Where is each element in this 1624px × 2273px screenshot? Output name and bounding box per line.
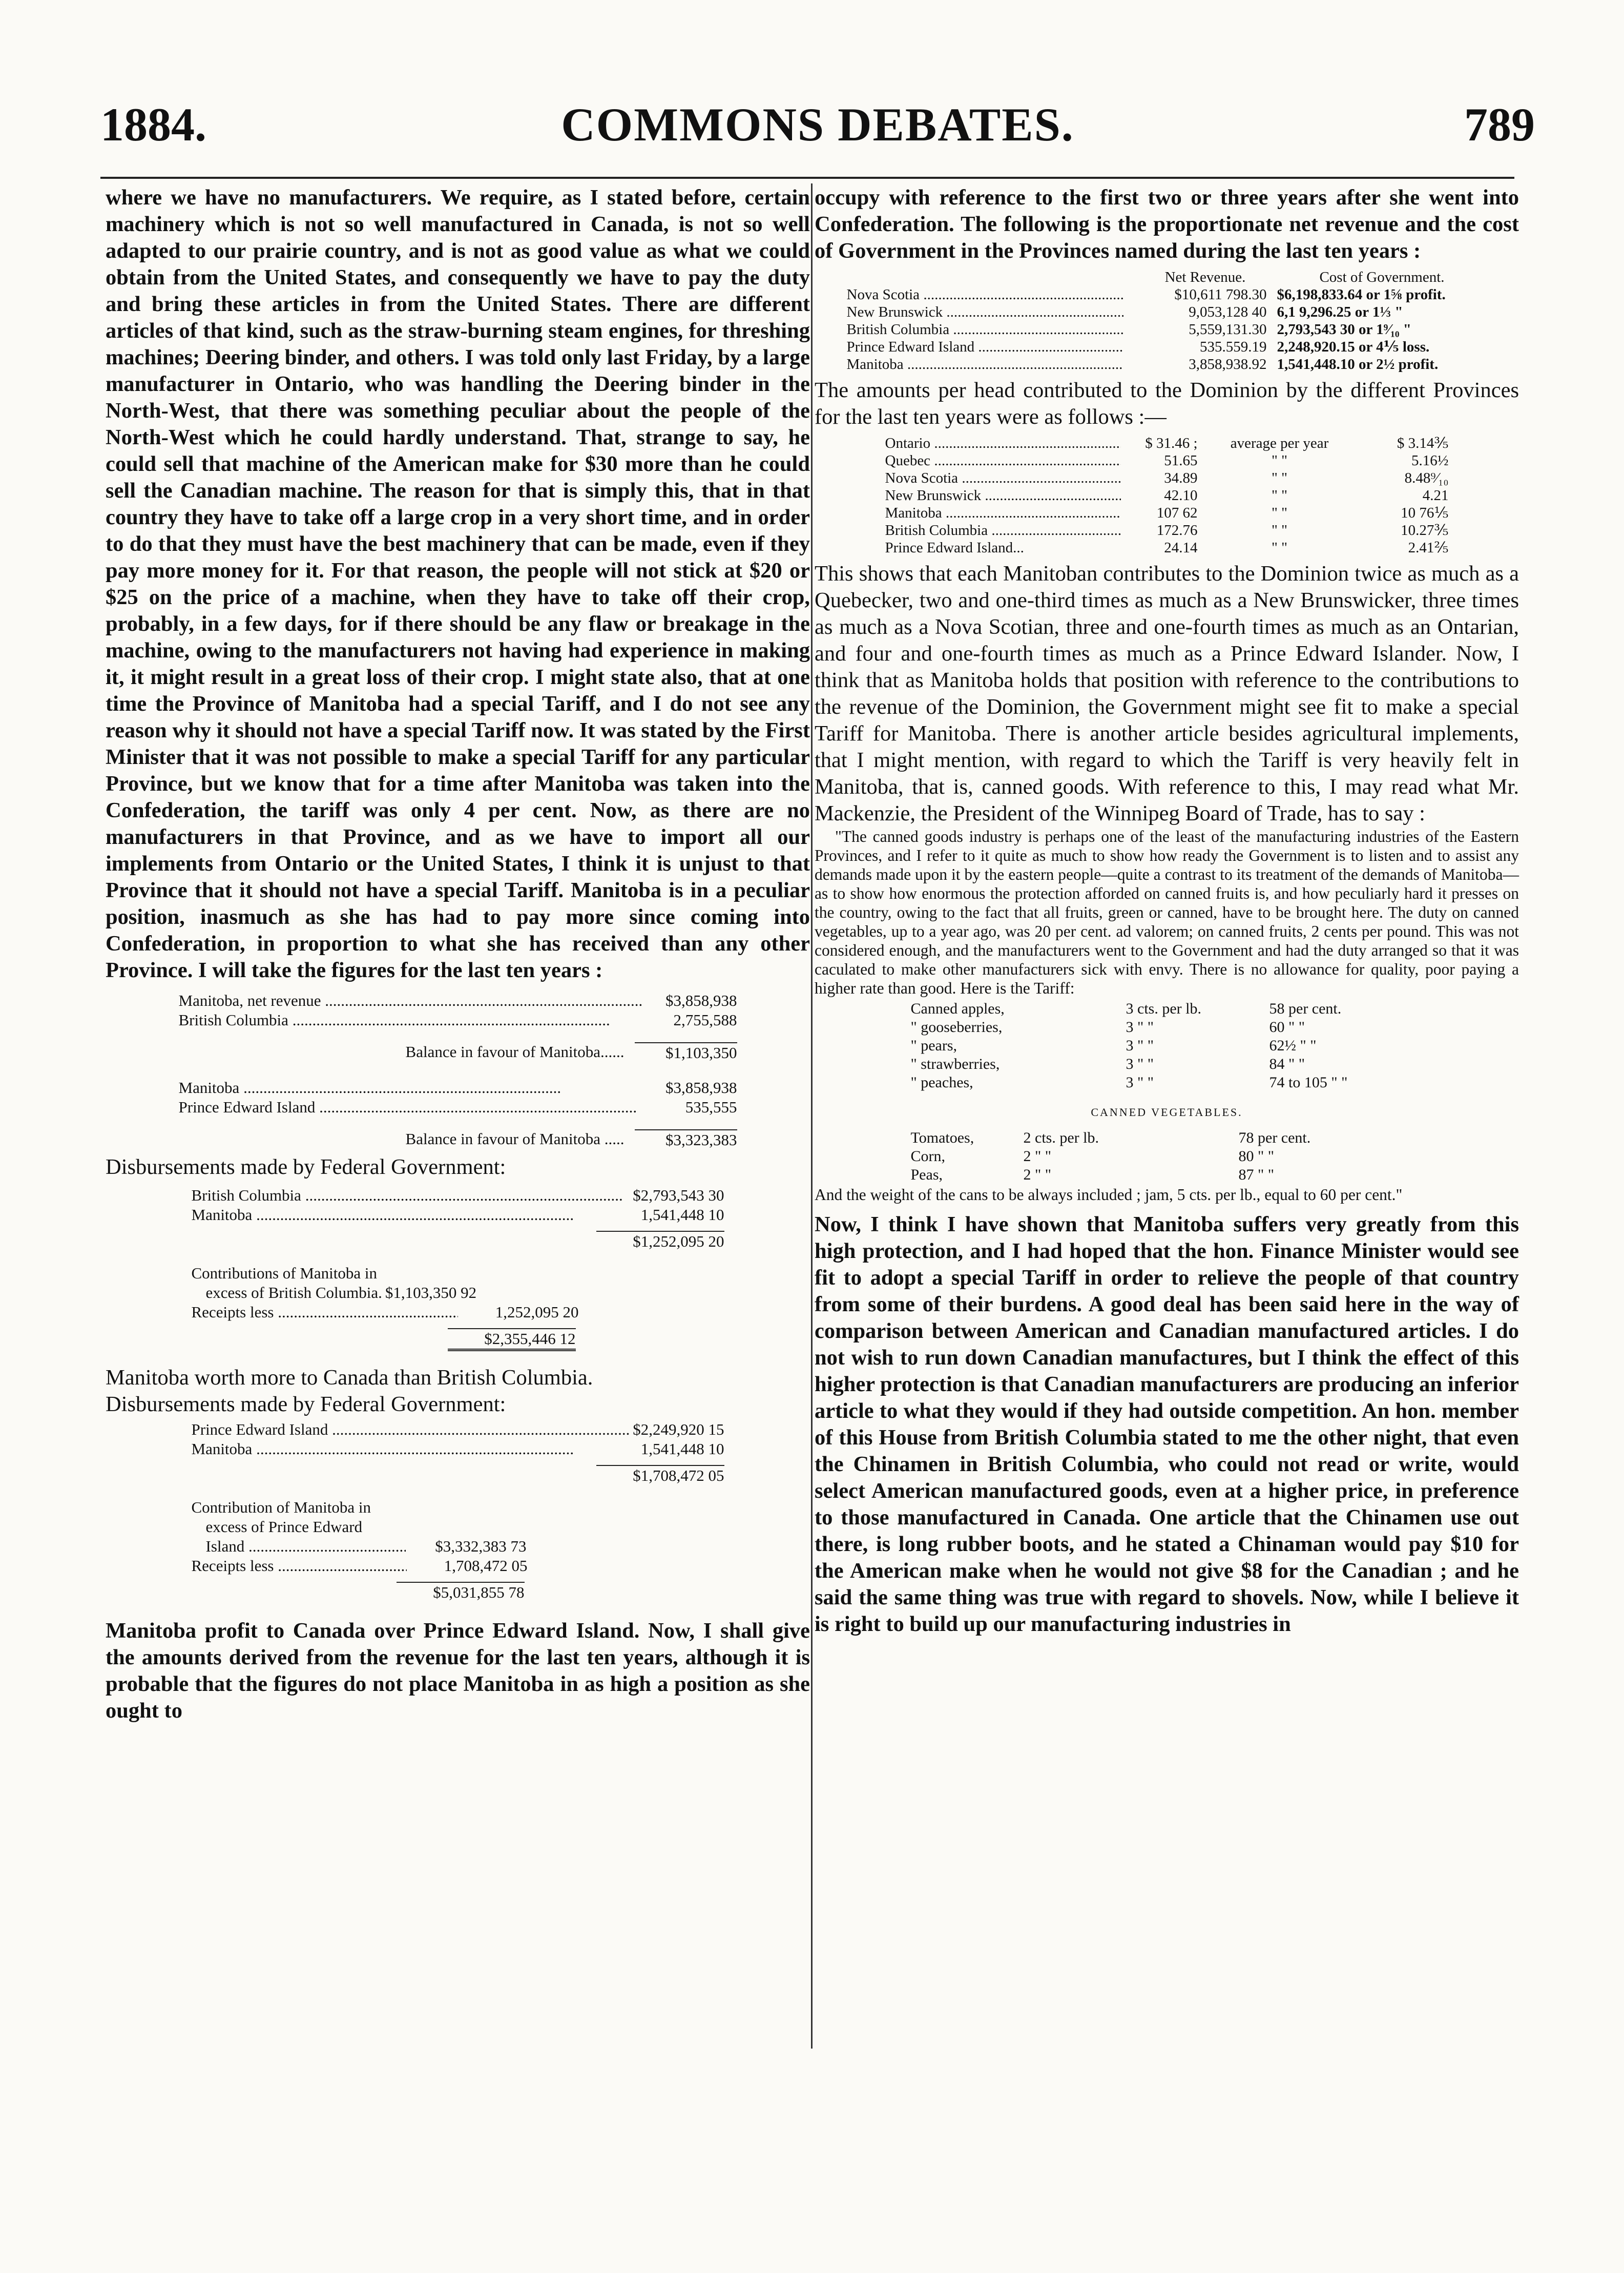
row-rate: 3 " " bbox=[1126, 1074, 1154, 1091]
per-head-table bbox=[885, 435, 1449, 556]
row-total: 34.89 bbox=[1164, 470, 1198, 486]
row-value: 1,252,095 20 bbox=[495, 1303, 579, 1321]
revenue-table-1 bbox=[179, 991, 737, 1063]
table-row bbox=[847, 286, 1487, 303]
row-label: British Columbia ..... bbox=[847, 321, 1123, 338]
row-label: Receipts less ..... bbox=[192, 1556, 407, 1576]
row-label: Nova Scotia ..... bbox=[847, 286, 1123, 303]
contributions-table-2 bbox=[192, 1498, 724, 1602]
row-label: Prince Edward Island ..... bbox=[192, 1420, 630, 1439]
table-row bbox=[911, 1166, 1423, 1184]
table-total-row bbox=[192, 1328, 724, 1351]
table-row bbox=[911, 1037, 1423, 1055]
page-number: 789 bbox=[1464, 98, 1535, 151]
row-average-label: " " bbox=[1272, 487, 1287, 504]
row-label: Prince Edward Island ..... bbox=[179, 1098, 682, 1117]
row-item: " pears, bbox=[910, 1037, 957, 1054]
table-row bbox=[192, 1205, 724, 1225]
row-value: 1,541,448 10 bbox=[640, 1206, 724, 1224]
header-title: COMMONS DEBATES. bbox=[561, 98, 1074, 151]
row-value: $3,332,383 73 bbox=[435, 1537, 527, 1555]
revenue-table-2 bbox=[179, 1078, 737, 1150]
row-value: 2.41⅖ bbox=[1408, 540, 1449, 556]
row-percent: 80 " " bbox=[1238, 1148, 1274, 1165]
table-row bbox=[885, 435, 1449, 452]
right-paragraph-3: This shows that each Manitoban contributes to the Dominion twice as much as a Quebecker, two and one-third times as much as a New Brunswicker, three times as much as a Nova Scotian, three and one-fourth times as much as an Ontarian, and four and one-fourth times as much as a Prince Edward Islander. Now, I think that as Manitoba holds that position with reference to the contributions to the revenue of the Dominion, the Government might see fit to make a special Tariff for Manitoba. There is another article besides agricultural implements, that I might mention, with regard to which the Tariff is very heavily felt in Manitoba, that is, canned goods. With reference to this, I may read what Mr. Mackenzie, the President of the Winnipeg Board of Trade, has to say : bbox=[815, 562, 1519, 825]
table-row bbox=[911, 1147, 1423, 1166]
net-revenue-table bbox=[847, 268, 1487, 373]
row-total: 172.76 bbox=[1156, 522, 1198, 539]
row-label: New Brunswick ..... bbox=[885, 487, 1121, 504]
row-total: 107 62 bbox=[1156, 505, 1198, 521]
table-header bbox=[847, 268, 1487, 286]
row-value: 1,541,448 10 bbox=[640, 1440, 724, 1458]
row-item: Canned apples, bbox=[910, 1000, 1005, 1017]
row-total: 42.10 bbox=[1164, 487, 1198, 504]
row-label: New Brunswick ..... bbox=[847, 303, 1123, 321]
contribution-line: Contributions of Manitoba in bbox=[191, 1264, 378, 1282]
total-label: Balance in favour of Manitoba ..... bbox=[405, 1130, 624, 1148]
row-value: $2,793,543 30 bbox=[633, 1186, 724, 1204]
row-value: $ 3.14⅗ bbox=[1397, 435, 1449, 451]
right-paragraph-4: Now, I think I have shown that Manitoba suffers very greatly from this high protection, and I had hoped that the hon. Finance Minister would see fit to adopt a special Tariff in order to relieve the people of that country from some of their burdens. A good deal has been said here in the way of comparison between American and Canadian manufactured articles. I do not wish to run down Canadian manufactures, but I think the effect of this higher protection is that Canadian manufacturers are producing an inferior article to what they would if they had outside competition. An hon. member of this House from British Columbia stated to me the other night, that even the Chinamen in British Columbia, who could not read or write, would select American manufactured goods, even at a higher price, in preference to those manufactured in Canada. One article that the Chinamen use out there, is long rubber boots, and he stated a Chinaman would pay $10 for the American make when he would not give $8 for the Canadian ; and he said the same thing was true with regard to shovels. Now, while I believe it is right to build up our manufacturing industries in bbox=[815, 1212, 1519, 1636]
total-value: $5,031,855 78 bbox=[397, 1582, 525, 1602]
row-value: $6,198,833.64 or 1⅝ profit. bbox=[1277, 286, 1446, 303]
row-value: $1,103,350 92 bbox=[385, 1284, 477, 1301]
table-total-row bbox=[179, 1129, 737, 1150]
row-label: Manitoba ..... bbox=[885, 504, 1121, 522]
row-average-label: " " bbox=[1272, 522, 1287, 539]
table-row bbox=[192, 1537, 724, 1556]
row-value: 1,541,448.10 or 2½ profit. bbox=[1277, 356, 1439, 373]
canned-vegetables-tariff-table bbox=[911, 1129, 1423, 1184]
total-value: $2,355,446 12 bbox=[448, 1328, 576, 1351]
right-paragraph-1: occupy with reference to the first two or three years after she went into Confederation. The following is the proportionate net revenue and the cost of Government in the Provinces named during the last ten years : bbox=[815, 185, 1519, 263]
table-row bbox=[911, 1129, 1423, 1147]
total-value: $3,323,383 bbox=[635, 1129, 737, 1150]
canned-vegetables-heading: CANNED VEGETABLES. bbox=[1091, 1106, 1243, 1119]
table-row bbox=[885, 469, 1449, 487]
row-label: Prince Edward Island... bbox=[885, 540, 1024, 556]
row-value: $3,858,938 bbox=[665, 1079, 737, 1097]
disbursements-heading-1: Disbursements made by Federal Government: bbox=[106, 1155, 506, 1179]
contribution-line: excess of Prince Edward bbox=[205, 1518, 363, 1536]
table-row bbox=[885, 522, 1449, 539]
row-value: 9,053,128 40 bbox=[1189, 304, 1267, 320]
row-value: $10,611 798.30 bbox=[1174, 286, 1267, 303]
table-row bbox=[192, 1439, 724, 1459]
table-row bbox=[885, 504, 1449, 522]
row-label: Manitoba ..... bbox=[192, 1205, 638, 1225]
row-value: 5.16½ bbox=[1411, 452, 1449, 469]
table-total-row bbox=[192, 1231, 724, 1251]
column-header: Cost of Government. bbox=[1319, 269, 1445, 285]
table-row bbox=[847, 321, 1487, 338]
total-value: $1,103,350 bbox=[635, 1042, 737, 1063]
row-label: Island ..... bbox=[206, 1537, 406, 1556]
table-row bbox=[179, 991, 737, 1010]
row-value: 2,755,588 bbox=[673, 1011, 737, 1029]
table-row bbox=[192, 1556, 724, 1576]
right-column bbox=[815, 184, 1519, 1638]
total-value: $1,252,095 20 bbox=[596, 1231, 724, 1251]
table-row bbox=[847, 338, 1487, 356]
row-value: 8.48⁹⁄₁₀ bbox=[1404, 470, 1449, 486]
row-rate: 3 " " bbox=[1126, 1037, 1154, 1054]
table-row bbox=[911, 1073, 1423, 1092]
board-of-trade-quote: "The canned goods industry is perhaps one of the least of the manufacturing industries of the Eastern Provinces, and I refer to it quite as much to show how ready the Government is to listen and to assist any demands made upon it by the eastern people—quite a contrast to its treatment of the demands of Manitoba—as to show how enormous the protection afforded on canned fruits is, and how peculiarly hard it presses on the country, owing to the fact that all fruits, green or canned, have to be brought here. The duty on canned vegetables, up to a year ago, was 20 per cent. ad valorem; on canned fruits, 2 cents per pound. This was not considered enough, and the manufacturers went to the Government and had the duty arranged so that it was caculated to make other manufacturers sick with envy. There is no allowance for quality, poor paying a higher rate than good. Here is the Tariff: bbox=[815, 828, 1519, 997]
row-value: 535,555 bbox=[685, 1098, 737, 1116]
row-total: 51.65 bbox=[1164, 452, 1198, 469]
row-label: Nova Scotia ..... bbox=[885, 469, 1121, 487]
row-value: 535.559.19 bbox=[1200, 339, 1267, 355]
left-paragraph-1: where we have no manufacturers. We require, as I stated before, certain machinery which is not so well manufactured in Canada, is not so well adapted to our prairie country, and is not as good value as what we could obtain from the United States, and consequently we have to pay the duty and bring these articles in from the United States. There are different articles of that kind, such as the straw-burning steam engines, for threshing machines; Deering binder, and others. I was told only last Friday, by a large manufacturer in Ontario, who was handling the Deering binder in the North-West, that there was something peculiar about the people of the North-West which he could hardly understand. That, strange to say, he could sell that machine of the American make for $30 more than he could sell the Canadian machine. The reason for that is simply this, that in that country they have to take off a large crop in a very short time, and in order to do that they must have the best machinery that can be made, even if they pay more money for it. For that reason, the people will not stick at $20 or $25 on the price of a machine, when they have to take off their crop, probably, in a few days, for if there should be any flaw or breakage in the machine, owing to the manufacturers not having had experience in making it, it might result in a great loss of their crop. I might state also, that at one time the Province of Manitoba had a special Tariff, and I do not see any reason why it should not have a special Tariff now. It was stated by the First Minister that it was not possible to make a special Tariff for any particular Province, but we know that for a time after Manitoba was taken into the Confederation, the tariff was only 4 per cent. Now, as there are no manufacturers in that Province, and as we have to import all our implements from Ontario or the United States, I think it is unjust to that Province that it should not have a special Tariff. Manitoba is in a peculiar position, inasmuch as she has had to pay more since coming into Confederation, in proportion to what she has received than any other Province. I will take the figures for the last ten years : bbox=[106, 185, 810, 982]
row-average-label: average per year bbox=[1230, 435, 1329, 451]
row-average-label: " " bbox=[1272, 505, 1287, 521]
left-paragraph-3: Manitoba profit to Canada over Prince Edward Island. Now, I shall give the amounts derived from the revenue for the last ten years, although it is probable that the figures do not place Manitoba in as high a position as she ought to bbox=[106, 1619, 810, 1723]
table-total-row bbox=[192, 1465, 724, 1485]
row-percent: 62½ " " bbox=[1269, 1037, 1317, 1054]
left-paragraph-2: Manitoba worth more to Canada than British Columbia. bbox=[106, 1366, 593, 1390]
row-label: British Columbia ..... bbox=[192, 1186, 630, 1205]
table-row bbox=[192, 1283, 724, 1303]
row-label: British Columbia ..... bbox=[885, 522, 1121, 539]
table-total-row bbox=[179, 1042, 737, 1063]
table-row bbox=[885, 487, 1449, 504]
table-row bbox=[179, 1078, 737, 1098]
row-rate: 2 " " bbox=[1023, 1148, 1051, 1165]
row-rate: 3 " " bbox=[1126, 1056, 1154, 1072]
row-label: excess of British Columbia. bbox=[205, 1284, 382, 1301]
table-row bbox=[911, 1055, 1423, 1073]
disbursements-heading-2: Disbursements made by Federal Government: bbox=[106, 1392, 506, 1416]
table-row bbox=[179, 1010, 737, 1030]
table-row bbox=[911, 1000, 1423, 1018]
row-rate: 2 " " bbox=[1023, 1166, 1051, 1183]
row-percent: 58 per cent. bbox=[1269, 1000, 1342, 1017]
row-rate: 3 cts. per lb. bbox=[1126, 1000, 1201, 1017]
table-row bbox=[885, 452, 1449, 469]
row-rate: 2 cts. per lb. bbox=[1023, 1129, 1099, 1146]
row-label: British Columbia ..... bbox=[179, 1010, 671, 1030]
row-label: Manitoba ..... bbox=[192, 1439, 638, 1459]
row-value: 2,793,543 30 or 1⁹⁄₁₀ " bbox=[1277, 321, 1411, 338]
table-row bbox=[192, 1420, 724, 1439]
table-row bbox=[847, 356, 1487, 373]
left-column bbox=[106, 184, 810, 1724]
row-value: $2,249,920 15 bbox=[633, 1420, 724, 1438]
row-average-label: " " bbox=[1272, 452, 1287, 469]
row-label: Receipts less ..... bbox=[192, 1303, 458, 1322]
canned-fruits-tariff-table bbox=[911, 1000, 1423, 1092]
quote-end: And the weight of the cans to be always included ; jam, 5 cts. per lb., equal to 60 per cent." bbox=[815, 1186, 1403, 1204]
row-label: Manitoba ..... bbox=[179, 1078, 663, 1098]
row-percent: 84 " " bbox=[1269, 1056, 1305, 1072]
right-paragraph-2: The amounts per head contributed to the Dominion by the different Provinces for the last ten years were as follows :— bbox=[815, 378, 1519, 429]
table-total-row bbox=[192, 1582, 724, 1602]
row-item: " strawberries, bbox=[910, 1056, 1000, 1072]
table-row bbox=[179, 1098, 737, 1117]
row-label: Prince Edward Island ..... bbox=[847, 338, 1123, 356]
row-percent: 74 to 105 " " bbox=[1269, 1074, 1348, 1091]
table-row bbox=[911, 1018, 1423, 1037]
row-value: 5,559,131.30 bbox=[1189, 321, 1267, 338]
row-item: Peas, bbox=[910, 1166, 943, 1183]
contributions-table-1 bbox=[192, 1264, 724, 1351]
row-value: 10 76⅕ bbox=[1401, 505, 1449, 521]
row-average-label: " " bbox=[1272, 470, 1287, 486]
column-header: Net Revenue. bbox=[1164, 269, 1246, 285]
header-year: 1884. bbox=[100, 98, 206, 151]
row-percent: 87 " " bbox=[1238, 1166, 1274, 1183]
row-value: $3,858,938 bbox=[665, 991, 737, 1009]
row-value: 1,708,472 05 bbox=[444, 1557, 528, 1575]
table-row bbox=[192, 1186, 724, 1205]
row-average-label: " " bbox=[1272, 540, 1287, 556]
row-item: Tomatoes, bbox=[910, 1129, 974, 1146]
row-value: 10.27⅗ bbox=[1401, 522, 1449, 539]
table-row bbox=[192, 1303, 724, 1322]
row-value: 3,858,938.92 bbox=[1189, 356, 1267, 373]
disbursements-table-2 bbox=[192, 1420, 724, 1485]
row-rate: 3 " " bbox=[1126, 1019, 1154, 1036]
row-label: Quebec ..... bbox=[885, 452, 1121, 469]
row-label: Manitoba ..... bbox=[847, 356, 1123, 373]
row-percent: 78 per cent. bbox=[1238, 1129, 1311, 1146]
contribution-line: Contribution of Manitoba in bbox=[191, 1498, 371, 1516]
row-total: 24.14 bbox=[1164, 540, 1198, 556]
total-label: Balance in favour of Manitoba...... bbox=[405, 1043, 624, 1061]
row-value: 4.21 bbox=[1422, 487, 1449, 504]
column-divider bbox=[811, 183, 813, 2049]
row-label: Manitoba, net revenue ..... bbox=[179, 991, 663, 1010]
row-total: $ 31.46 ; bbox=[1145, 435, 1198, 451]
row-item: Corn, bbox=[910, 1148, 945, 1165]
total-value: $1,708,472 05 bbox=[596, 1465, 724, 1485]
header-rule bbox=[100, 177, 1514, 179]
row-item: " gooseberries, bbox=[910, 1019, 1003, 1036]
row-label: Ontario ..... bbox=[885, 435, 1121, 452]
row-value: 2,248,920.15 or 4⅕ loss. bbox=[1277, 339, 1430, 355]
disbursements-table-1 bbox=[192, 1186, 724, 1251]
row-percent: 60 " " bbox=[1269, 1019, 1305, 1036]
row-value: 6,1 9,296.25 or 1⅓ " bbox=[1277, 304, 1403, 320]
row-item: " peaches, bbox=[910, 1074, 973, 1091]
page-header bbox=[100, 97, 1535, 169]
table-row bbox=[847, 303, 1487, 321]
table-row bbox=[885, 539, 1449, 556]
